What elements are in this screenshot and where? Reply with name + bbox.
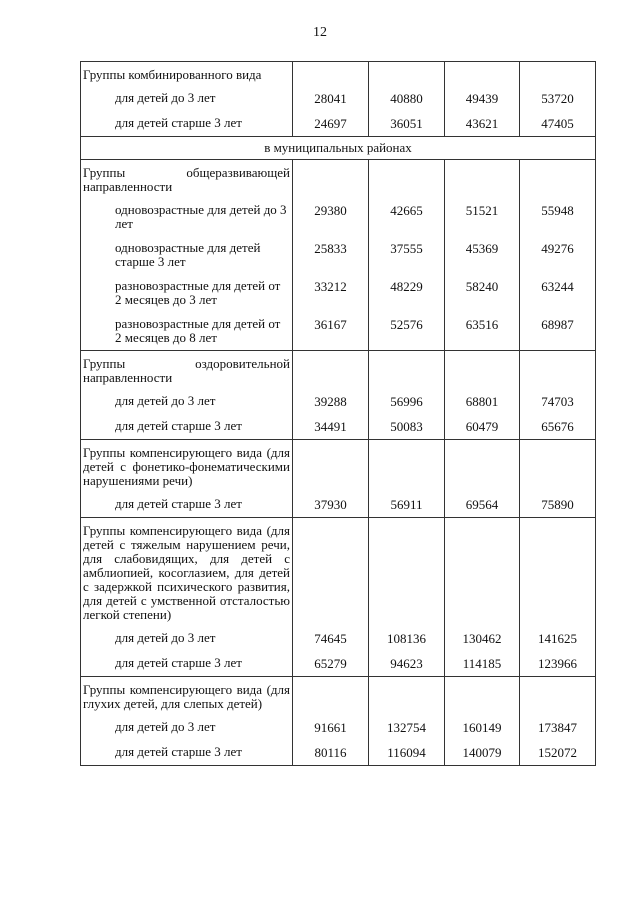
group-label: Группы оздоровительной направленности	[81, 351, 293, 390]
section-row	[81, 137, 596, 160]
row-label: разновозрастные для детей от 2 месяцев до 3 лет	[81, 274, 293, 312]
value-cell: 114185	[445, 651, 520, 677]
group-label: Группы комбинированного вида	[81, 62, 293, 87]
value-cell: 43621	[445, 111, 520, 137]
empty-cell	[293, 62, 369, 87]
group-label: Группы компенсирующего вида (для детей с тяжелым нарушением речи, для слабовидящих, для детей с амблиопией, косоглазием, для детей с задержкой психического развития, для детей с умственной отсталостью легкой степени)	[81, 518, 293, 627]
value-cell: 91661	[293, 715, 369, 740]
value-cell: 33212	[293, 274, 369, 312]
value-cell: 160149	[445, 715, 520, 740]
value-cell: 63516	[445, 312, 520, 351]
empty-cell	[445, 160, 520, 199]
group-label: Группы компенсирующего вида (для глухих детей, для слепых детей)	[81, 677, 293, 716]
table-row	[81, 312, 596, 351]
row-label: для детей до 3 лет	[81, 626, 293, 651]
cost-table-body	[81, 62, 596, 766]
row-label: одновозрастные для детей до 3 лет	[81, 198, 293, 236]
row-label: для детей старше 3 лет	[81, 492, 293, 518]
value-cell: 116094	[369, 740, 445, 766]
value-cell: 24697	[293, 111, 369, 137]
empty-cell	[520, 518, 596, 627]
value-cell: 37555	[369, 236, 445, 274]
value-cell: 74703	[520, 389, 596, 414]
table-row	[81, 236, 596, 274]
row-label: для детей до 3 лет	[81, 715, 293, 740]
value-cell: 60479	[445, 414, 520, 440]
row-label: для детей старше 3 лет	[81, 414, 293, 440]
value-cell: 49276	[520, 236, 596, 274]
value-cell: 36051	[369, 111, 445, 137]
group-label: Группы компенсирующего вида (для детей с фонетико-фонематическими нарушениями речи)	[81, 440, 293, 493]
row-label: для детей старше 3 лет	[81, 651, 293, 677]
table-row	[81, 198, 596, 236]
value-cell: 141625	[520, 626, 596, 651]
value-cell: 65676	[520, 414, 596, 440]
value-cell: 68987	[520, 312, 596, 351]
value-cell: 94623	[369, 651, 445, 677]
empty-cell	[369, 440, 445, 493]
value-cell: 39288	[293, 389, 369, 414]
value-cell: 28041	[293, 86, 369, 111]
value-cell: 47405	[520, 111, 596, 137]
empty-cell	[293, 440, 369, 493]
section-title: в муниципальных районах	[81, 137, 596, 160]
empty-cell	[293, 677, 369, 716]
value-cell: 56996	[369, 389, 445, 414]
cost-table	[80, 61, 596, 766]
value-cell: 53720	[520, 86, 596, 111]
empty-cell	[445, 62, 520, 87]
value-cell: 68801	[445, 389, 520, 414]
table-row	[81, 651, 596, 677]
row-label: для детей до 3 лет	[81, 86, 293, 111]
value-cell: 25833	[293, 236, 369, 274]
value-cell: 50083	[369, 414, 445, 440]
group-label: Группы общеразвивающей направленности	[81, 160, 293, 199]
empty-cell	[369, 677, 445, 716]
value-cell: 51521	[445, 198, 520, 236]
value-cell: 49439	[445, 86, 520, 111]
empty-cell	[445, 677, 520, 716]
empty-cell	[369, 62, 445, 87]
value-cell: 108136	[369, 626, 445, 651]
empty-cell	[369, 160, 445, 199]
table-row	[81, 274, 596, 312]
table-row	[81, 740, 596, 766]
value-cell: 130462	[445, 626, 520, 651]
value-cell: 34491	[293, 414, 369, 440]
value-cell: 37930	[293, 492, 369, 518]
empty-cell	[445, 518, 520, 627]
group-header-row	[81, 160, 596, 199]
value-cell: 48229	[369, 274, 445, 312]
table-row	[81, 86, 596, 111]
empty-cell	[520, 677, 596, 716]
empty-cell	[293, 351, 369, 390]
value-cell: 36167	[293, 312, 369, 351]
row-label: одновозрастные для детей старше 3 лет	[81, 236, 293, 274]
value-cell: 56911	[369, 492, 445, 518]
value-cell: 80116	[293, 740, 369, 766]
value-cell: 40880	[369, 86, 445, 111]
value-cell: 65279	[293, 651, 369, 677]
value-cell: 152072	[520, 740, 596, 766]
value-cell: 55948	[520, 198, 596, 236]
value-cell: 63244	[520, 274, 596, 312]
empty-cell	[369, 518, 445, 627]
value-cell: 75890	[520, 492, 596, 518]
value-cell: 140079	[445, 740, 520, 766]
page-number: 12	[313, 25, 327, 40]
empty-cell	[369, 351, 445, 390]
value-cell: 52576	[369, 312, 445, 351]
row-label: для детей до 3 лет	[81, 389, 293, 414]
empty-cell	[520, 62, 596, 87]
row-label: разновозрастные для детей от 2 месяцев до 8 лет	[81, 312, 293, 351]
table-row	[81, 111, 596, 137]
empty-cell	[445, 440, 520, 493]
value-cell: 132754	[369, 715, 445, 740]
empty-cell	[445, 351, 520, 390]
group-header-row	[81, 677, 596, 716]
empty-cell	[520, 440, 596, 493]
value-cell: 45369	[445, 236, 520, 274]
table-row	[81, 626, 596, 651]
table-row	[81, 389, 596, 414]
group-header-row	[81, 351, 596, 390]
value-cell: 42665	[369, 198, 445, 236]
value-cell: 173847	[520, 715, 596, 740]
value-cell: 69564	[445, 492, 520, 518]
row-label: для детей старше 3 лет	[81, 740, 293, 766]
table-row	[81, 492, 596, 518]
empty-cell	[293, 518, 369, 627]
empty-cell	[520, 351, 596, 390]
group-header-row	[81, 440, 596, 493]
table-row	[81, 715, 596, 740]
empty-cell	[520, 160, 596, 199]
empty-cell	[293, 160, 369, 199]
value-cell: 58240	[445, 274, 520, 312]
value-cell: 29380	[293, 198, 369, 236]
value-cell: 123966	[520, 651, 596, 677]
table-row	[81, 414, 596, 440]
row-label: для детей старше 3 лет	[81, 111, 293, 137]
group-header-row	[81, 518, 596, 627]
group-header-row	[81, 62, 596, 87]
value-cell: 74645	[293, 626, 369, 651]
